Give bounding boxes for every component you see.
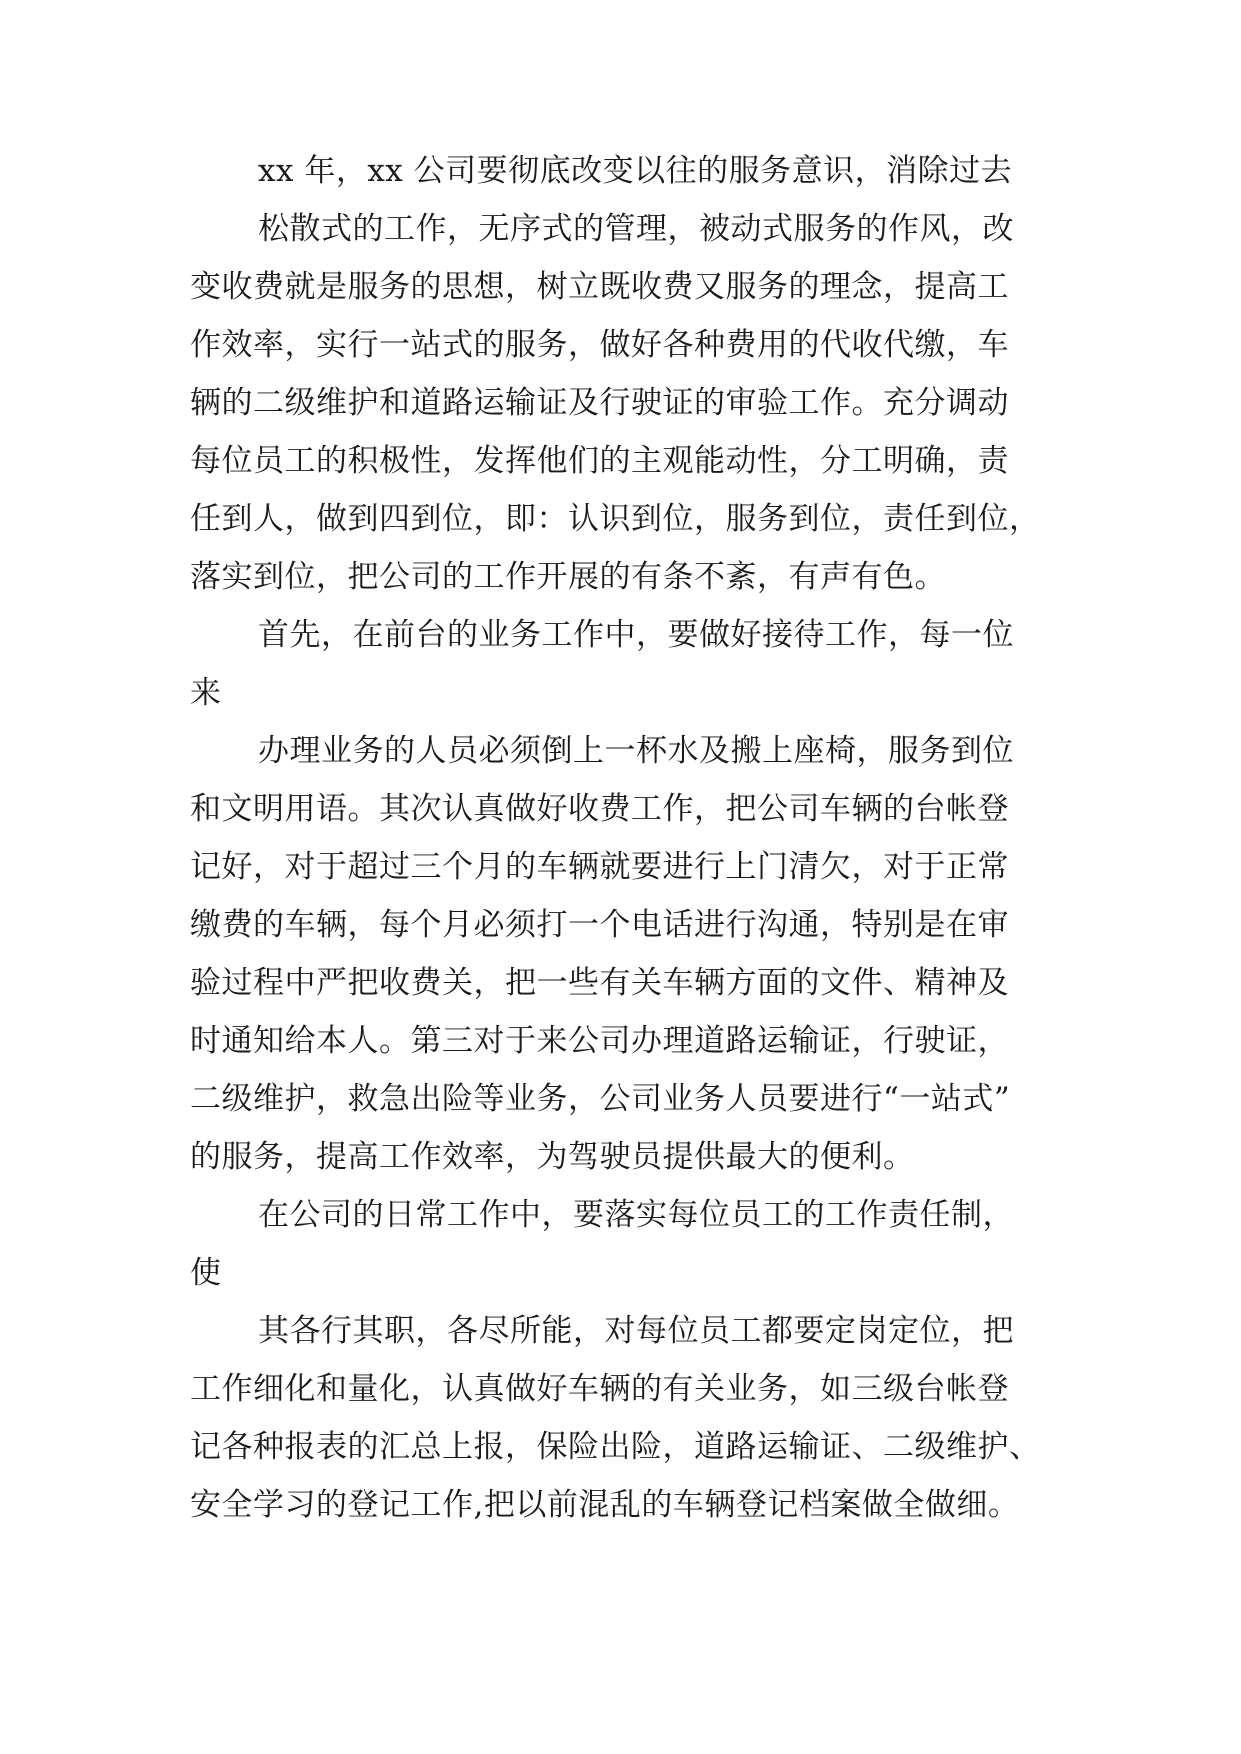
paragraph-line: 的服务，提高工作效率，为驾驶员提供最大的便利。: [190, 1139, 915, 1175]
paragraph-line: 工作细化和量化，认真做好车辆的有关业务，如三级台帐登: [190, 1371, 1009, 1407]
paragraph-line: 辆的二级维护和道路运输证及行驶证的审验工作。充分调动: [190, 385, 1009, 421]
paragraph-line: 其各行其职，各尽所能，对每位员工都要定岗定位，把: [258, 1313, 1014, 1349]
paragraph-line: 作效率，实行一站式的服务，做好各种费用的代收代缴，车: [190, 327, 1009, 363]
paragraph-line: 时通知给本人。第三对于来公司办理道路运输证，行驶证，: [190, 1023, 1009, 1059]
paragraph-line: 记好，对于超过三个月的车辆就要进行上门清欠，对于正常: [190, 849, 1009, 885]
paragraph-line: 首先，在前台的业务工作中，要做好接待工作，每一位: [258, 617, 1014, 653]
paragraph-line: 二级维护，救急出险等业务，公司业务人员要进行“一站式”: [190, 1081, 1011, 1117]
paragraph-line: 记各种报表的汇总上报，保险出险，道路运输证、二级维护、: [190, 1429, 1041, 1465]
paragraph-line: 办理业务的人员必须倒上一杯水及搬上座椅，服务到位: [258, 733, 1014, 769]
paragraph-line: 缴费的车辆，每个月必须打一个电话进行沟通，特别是在审: [190, 907, 1009, 943]
paragraph-line: 来: [190, 675, 222, 711]
paragraph-line: 验过程中严把收费关，把一些有关车辆方面的文件、精神及: [190, 965, 1009, 1001]
paragraph-line: 松散式的工作，无序式的管理，被动式服务的作风，改: [258, 211, 1014, 247]
paragraph-line: 落实到位，把公司的工作开展的有条不紊，有声有色。: [190, 559, 946, 595]
paragraph-line: 安全学习的登记工作,把以前混乱的车辆登记档案做全做细。: [190, 1487, 1020, 1523]
paragraph-line: 使: [190, 1255, 222, 1291]
paragraph-line: 在公司的日常工作中，要落实每位员工的工作责任制，: [258, 1197, 1014, 1233]
paragraph-line: 和文明用语。其次认真做好收费工作，把公司车辆的台帐登: [190, 791, 1009, 827]
paragraph-line: xx 年，xx 公司要彻底改变以往的服务意识，消除过去: [258, 153, 1013, 189]
paragraph-line: 变收费就是服务的思想，树立既收费又服务的理念，提高工: [190, 269, 1009, 305]
paragraph-line: 每位员工的积极性，发挥他们的主观能动性，分工明确，责: [190, 443, 1009, 479]
paragraph-line: 任到人，做到四到位，即：认识到位，服务到位，责任到位，: [190, 501, 1041, 537]
